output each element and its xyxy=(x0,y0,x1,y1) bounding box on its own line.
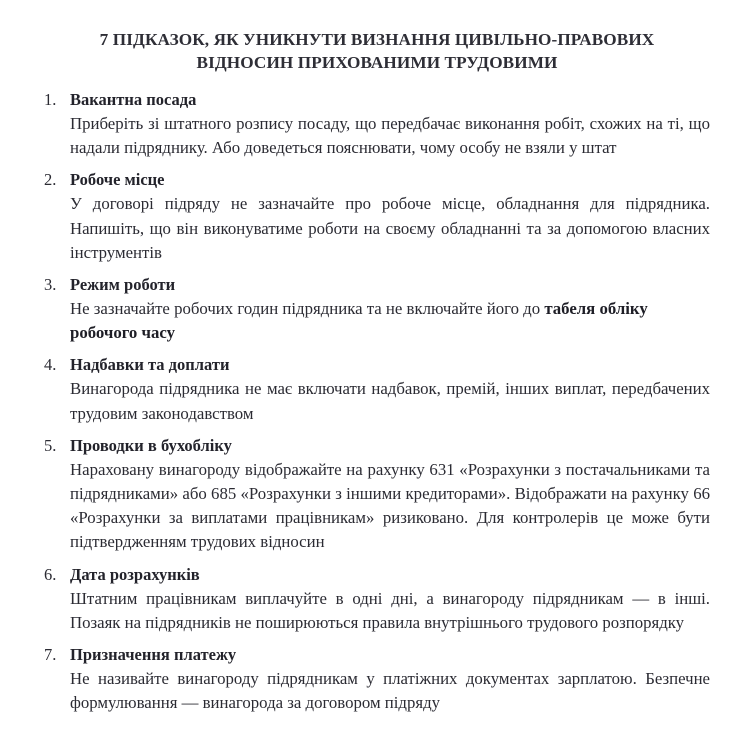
tip-item-7 xyxy=(22,643,732,715)
tip-body: Штатним працівникам виплачуйте в одні дні, а винагороду підрядникам — в інші. Позаяк на підрядників не поширюються правила внутрішнього трудового розпорядку xyxy=(70,588,710,632)
tip-item-1 xyxy=(22,88,732,160)
tip-heading: Дата розрахунків xyxy=(70,564,200,584)
tip-item-5 xyxy=(22,434,732,555)
tip-number: 3. xyxy=(44,275,57,295)
tip-body: Приберіть зі штатного розпису посаду, що передбачає виконання робіт, схожих на ті, що надали підряднику. Або доведеться пояснювати, чому особу не взяли у штат xyxy=(70,114,710,158)
tip-heading: Вакантна посада xyxy=(70,90,197,109)
tip-body xyxy=(70,297,732,345)
tip-body: У договорі підряду не зазначайте про робоче місце, обладнання для підрядника. Напишіть, що він виконуватиме роботи на своєму обладнанні та за допомогою власних інструментів xyxy=(70,194,710,262)
tip-number: 4. xyxy=(44,355,57,375)
tip-body-emphasis: табеля обліку робочого часу xyxy=(70,299,648,343)
tip-item-4 xyxy=(22,353,732,425)
tip-number: 1. xyxy=(44,90,57,109)
tip-item-2 xyxy=(22,168,732,265)
tip-body: Не називайте винагороду підрядникам у платіжних документах зарплатою. Безпечне формулювання — винагорода за договором підряду xyxy=(70,669,710,713)
tip-heading: Призначення платежу xyxy=(70,645,237,665)
tip-heading: Проводки в бухобліку xyxy=(70,435,232,455)
tip-heading: Надбавки та доплати xyxy=(70,355,230,375)
tip-item-3 xyxy=(22,273,732,345)
tip-number: 2. xyxy=(44,170,57,190)
tip-number: 7. xyxy=(44,645,57,665)
tip-number: 5. xyxy=(44,435,57,455)
tip-body: Винагорода підрядника не має включати надбавок, премій, інших виплат, передбачених трудовим законодавством xyxy=(70,379,710,423)
document-title-line-1: 7 ПІДКАЗОК, ЯК УНИКНУТИ ВИЗНАННЯ ЦИВІЛЬНО-ПРАВОВИХ ВІДНОСИН xyxy=(99,30,655,72)
tip-heading: Робоче місце xyxy=(70,170,165,190)
document-title-line-2: ПРИХОВАНИМИ ТРУДОВИМИ xyxy=(297,53,558,72)
tips-list xyxy=(22,88,732,715)
tip-body: Нараховану винагороду відображайте на рахунку 631 «Розрахунки з постачальниками та підрядниками» або 685 «Розрахунки з іншими кредиторами». Відображати на рахунку 66 «Розрахунки за виплатами працівникам» ризиковано. Для контролерів це може бути підтвердженням трудових відносин xyxy=(70,459,710,552)
tip-item-6 xyxy=(22,563,732,635)
document-title xyxy=(50,28,704,74)
tip-body-prefix: Не зазначайте робочих годин підрядника та не включайте його до xyxy=(70,299,545,319)
tip-number: 6. xyxy=(44,564,57,584)
tip-heading: Режим роботи xyxy=(70,275,176,295)
